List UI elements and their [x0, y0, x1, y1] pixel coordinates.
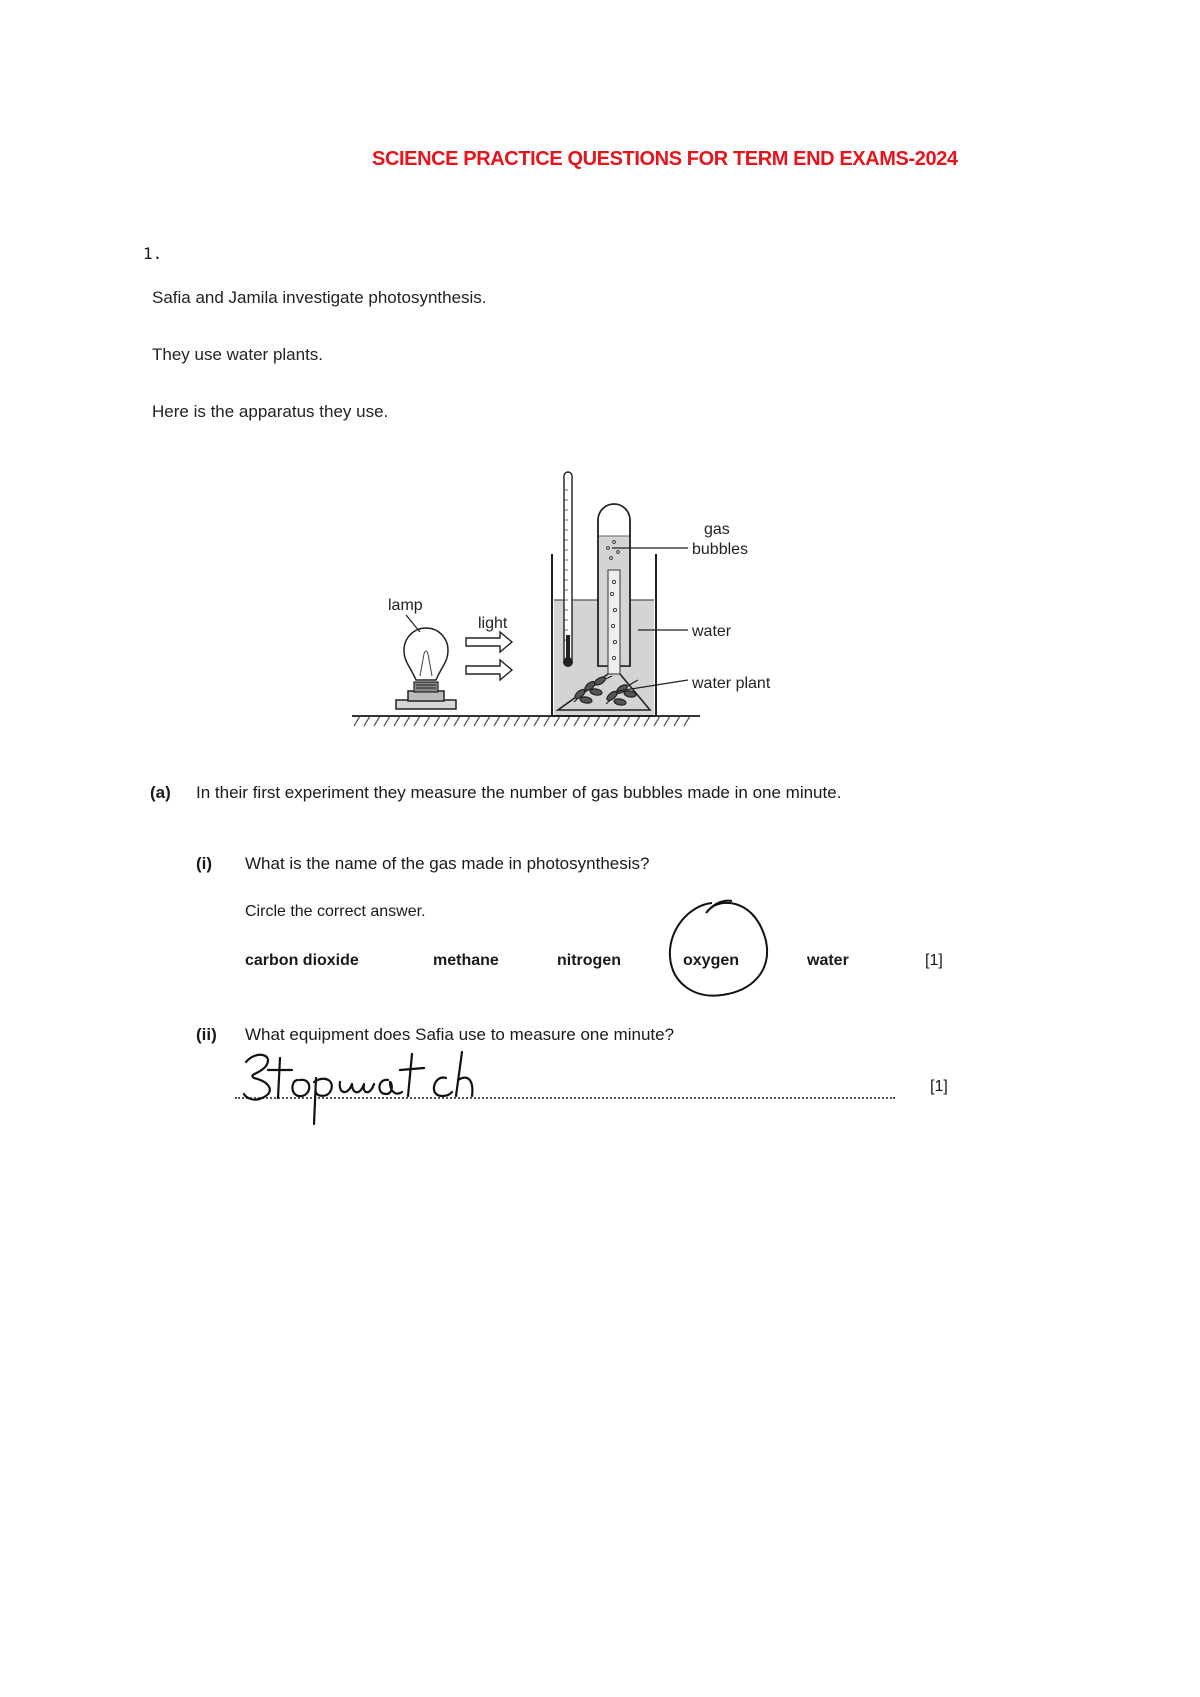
option-water[interactable]: water: [807, 952, 849, 969]
label-water: water: [692, 623, 732, 640]
intro-line-2: They use water plants.: [152, 345, 324, 364]
intro-line-1: Safia and Jamila investigate photosynthesis.: [152, 288, 487, 307]
light-arrows-icon: [466, 632, 512, 680]
part-i-instruction: Circle the correct answer.: [245, 903, 426, 920]
label-light: light: [478, 615, 508, 632]
page-title: SCIENCE PRACTICE QUESTIONS FOR TERM END EXAMS-2024: [372, 148, 958, 170]
test-tube-icon: [598, 504, 630, 674]
label-lamp: lamp: [388, 597, 423, 614]
label-water-plant: water plant: [692, 675, 771, 692]
label-bubbles: bubbles: [692, 541, 749, 558]
answer-circle-mark: [660, 895, 780, 1005]
option-oxygen[interactable]: oxygen: [683, 952, 740, 969]
part-i-label: (i): [196, 854, 213, 873]
part-a-label: (a): [150, 783, 171, 802]
question-number: 1.: [143, 244, 163, 263]
apparatus-diagram: [340, 470, 820, 740]
thermometer-icon: [563, 472, 573, 667]
part-i-question: What is the name of the gas made in photosynthesis?: [245, 854, 650, 873]
lamp-icon: [396, 615, 456, 709]
handwritten-answer: [240, 1048, 510, 1128]
intro-line-3: Here is the apparatus they use.: [152, 402, 389, 421]
option-methane[interactable]: methane: [433, 952, 499, 969]
part-i-marks: [1]: [925, 952, 943, 969]
label-gas: gas: [704, 521, 730, 538]
part-a-text: In their first experiment they measure the number of gas bubbles made in one minute.: [196, 783, 842, 802]
part-ii-question: What equipment does Safia use to measure one minute?: [245, 1025, 675, 1044]
option-nitrogen[interactable]: nitrogen: [557, 952, 621, 969]
bench-surface: [352, 716, 700, 726]
part-ii-marks: [1]: [930, 1078, 948, 1095]
part-ii-label: (ii): [196, 1025, 217, 1044]
option-carbon-dioxide[interactable]: carbon dioxide: [245, 952, 359, 969]
